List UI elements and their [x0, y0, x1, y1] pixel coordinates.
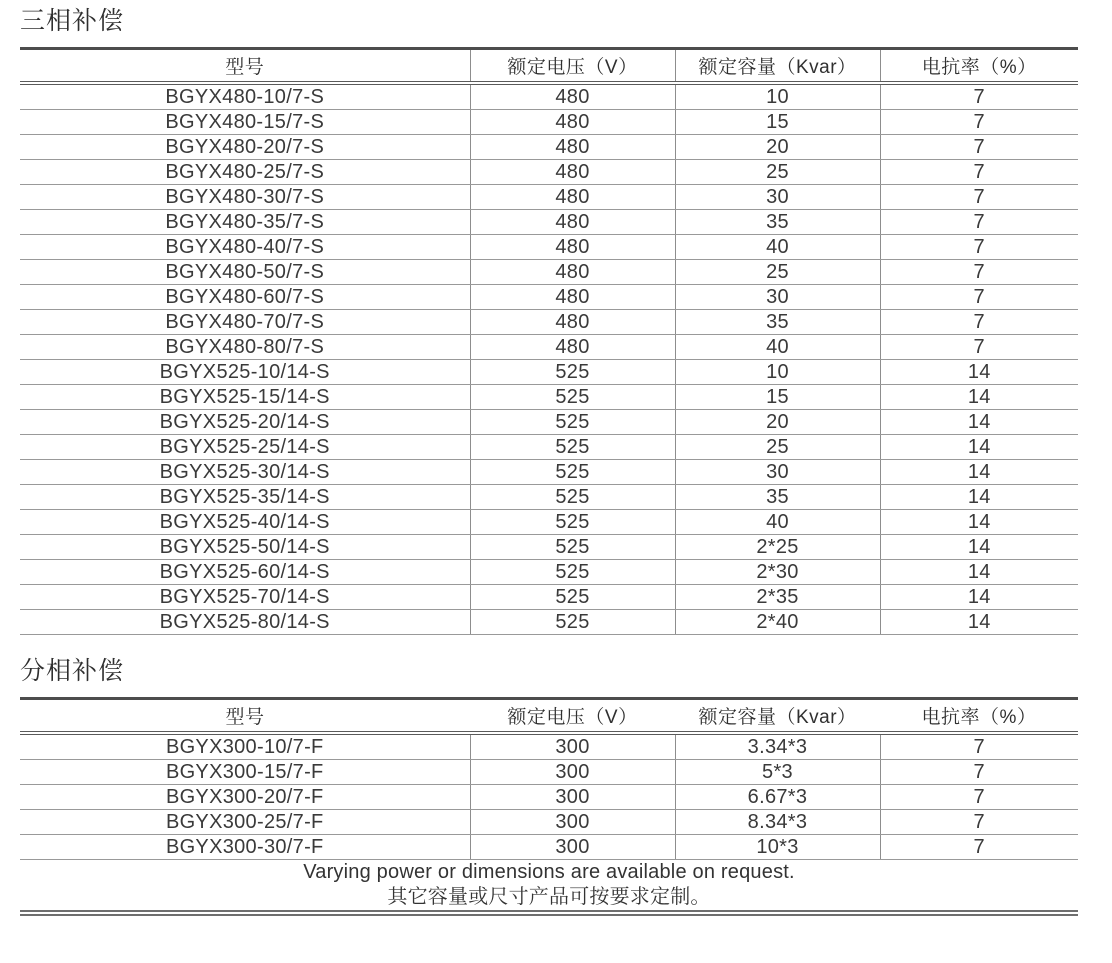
- cell-rated-capacity: 15: [675, 110, 880, 135]
- cell-reactance-rate: 7: [880, 83, 1078, 110]
- cell-reactance-rate: 14: [880, 535, 1078, 560]
- cell-rated-voltage: 525: [470, 410, 675, 435]
- cell-reactance-rate: 7: [880, 260, 1078, 285]
- cell-rated-voltage: 525: [470, 435, 675, 460]
- table-row: [20, 360, 1078, 385]
- cell-rated-capacity: 5*3: [675, 760, 880, 785]
- cell-rated-capacity: 35: [675, 210, 880, 235]
- table-row: [20, 285, 1078, 310]
- table-row: [20, 83, 1078, 110]
- cell-rated-capacity: 20: [675, 410, 880, 435]
- table-footer-cell: [20, 860, 1078, 914]
- column-header-rated-capacity: 额定容量（Kvar）: [675, 699, 880, 734]
- cell-rated-voltage: 480: [470, 260, 675, 285]
- cell-reactance-rate: 14: [880, 410, 1078, 435]
- header-row: [20, 49, 1078, 84]
- table-row: [20, 810, 1078, 835]
- cell-rated-voltage: 480: [470, 110, 675, 135]
- table-row: [20, 160, 1078, 185]
- cell-model: BGYX300-15/7-F: [20, 760, 470, 785]
- table-row: [20, 260, 1078, 285]
- cell-model: BGYX300-20/7-F: [20, 785, 470, 810]
- cell-rated-voltage: 480: [470, 83, 675, 110]
- cell-model: BGYX480-25/7-S: [20, 160, 470, 185]
- table-row: [20, 760, 1078, 785]
- cell-rated-voltage: 480: [470, 335, 675, 360]
- table-row: [20, 210, 1078, 235]
- cell-rated-voltage: 480: [470, 160, 675, 185]
- cell-reactance-rate: 14: [880, 585, 1078, 610]
- cell-rated-capacity: 15: [675, 385, 880, 410]
- cell-model: BGYX525-40/14-S: [20, 510, 470, 535]
- cell-rated-voltage: 480: [470, 235, 675, 260]
- cell-rated-voltage: 480: [470, 285, 675, 310]
- table-row: [20, 733, 1078, 760]
- cell-rated-capacity: 2*30: [675, 560, 880, 585]
- cell-model: BGYX480-30/7-S: [20, 185, 470, 210]
- cell-rated-capacity: 30: [675, 185, 880, 210]
- cell-model: BGYX480-10/7-S: [20, 83, 470, 110]
- cell-rated-voltage: 480: [470, 185, 675, 210]
- cell-reactance-rate: 14: [880, 610, 1078, 635]
- cell-model: BGYX525-70/14-S: [20, 585, 470, 610]
- section-three-phase-compensation: [20, 6, 1112, 635]
- section-title-three-phase: 三相补偿: [20, 7, 125, 35]
- cell-model: BGYX480-15/7-S: [20, 110, 470, 135]
- column-header-model: 型号: [20, 699, 470, 734]
- cell-reactance-rate: 7: [880, 185, 1078, 210]
- cell-model: BGYX480-80/7-S: [20, 335, 470, 360]
- cell-model: BGYX300-25/7-F: [20, 810, 470, 835]
- cell-model: BGYX525-25/14-S: [20, 435, 470, 460]
- cell-model: BGYX525-10/14-S: [20, 360, 470, 385]
- cell-rated-voltage: 300: [470, 733, 675, 760]
- cell-reactance-rate: 7: [880, 310, 1078, 335]
- cell-reactance-rate: 14: [880, 360, 1078, 385]
- cell-rated-voltage: 300: [470, 760, 675, 785]
- cell-model: BGYX525-30/14-S: [20, 460, 470, 485]
- cell-model: BGYX525-60/14-S: [20, 560, 470, 585]
- column-header-rated-voltage: 额定电压（V）: [470, 699, 675, 734]
- cell-rated-voltage: 300: [470, 835, 675, 860]
- cell-rated-capacity: 10*3: [675, 835, 880, 860]
- table-row: [20, 510, 1078, 535]
- cell-reactance-rate: 7: [880, 210, 1078, 235]
- cell-rated-capacity: 35: [675, 485, 880, 510]
- cell-model: BGYX525-80/14-S: [20, 610, 470, 635]
- cell-reactance-rate: 14: [880, 560, 1078, 585]
- cell-reactance-rate: 14: [880, 510, 1078, 535]
- cell-rated-voltage: 525: [470, 585, 675, 610]
- cell-rated-voltage: 480: [470, 135, 675, 160]
- cell-reactance-rate: 7: [880, 335, 1078, 360]
- table-row: [20, 560, 1078, 585]
- table-row: [20, 185, 1078, 210]
- table-row: [20, 310, 1078, 335]
- cell-rated-voltage: 525: [470, 460, 675, 485]
- cell-reactance-rate: 7: [880, 835, 1078, 860]
- cell-model: BGYX525-20/14-S: [20, 410, 470, 435]
- cell-rated-capacity: 25: [675, 160, 880, 185]
- cell-rated-voltage: 525: [470, 360, 675, 385]
- section-title-split-phase: 分相补偿: [20, 657, 125, 685]
- cell-rated-voltage: 480: [470, 310, 675, 335]
- table-row: [20, 335, 1078, 360]
- cell-model: BGYX480-40/7-S: [20, 235, 470, 260]
- cell-model: BGYX525-35/14-S: [20, 485, 470, 510]
- column-header-reactance-rate: 电抗率（%）: [880, 699, 1078, 734]
- column-header-model: 型号: [20, 49, 470, 84]
- cell-rated-capacity: 40: [675, 335, 880, 360]
- table-row: [20, 585, 1078, 610]
- cell-reactance-rate: 7: [880, 135, 1078, 160]
- cell-model: BGYX525-15/14-S: [20, 385, 470, 410]
- cell-rated-voltage: 525: [470, 610, 675, 635]
- section-split-phase-compensation: [20, 656, 1112, 916]
- cell-reactance-rate: 14: [880, 385, 1078, 410]
- table-row: [20, 235, 1078, 260]
- cell-rated-capacity: 2*35: [675, 585, 880, 610]
- cell-rated-capacity: 40: [675, 510, 880, 535]
- table-row: [20, 110, 1078, 135]
- cell-model: BGYX480-20/7-S: [20, 135, 470, 160]
- cell-rated-voltage: 525: [470, 510, 675, 535]
- cell-model: BGYX480-50/7-S: [20, 260, 470, 285]
- table-row: [20, 610, 1078, 635]
- cell-rated-capacity: 2*25: [675, 535, 880, 560]
- cell-model: BGYX300-30/7-F: [20, 835, 470, 860]
- cell-reactance-rate: 7: [880, 733, 1078, 760]
- split-phase-spec-table: [20, 697, 1078, 916]
- table-row: [20, 410, 1078, 435]
- cell-reactance-rate: 7: [880, 810, 1078, 835]
- cell-reactance-rate: 14: [880, 485, 1078, 510]
- cell-rated-voltage: 300: [470, 785, 675, 810]
- cell-rated-voltage: 300: [470, 810, 675, 835]
- cell-rated-capacity: 35: [675, 310, 880, 335]
- footer-note-line: Varying power or dimensions are available on request.: [303, 861, 795, 883]
- cell-rated-capacity: 25: [675, 435, 880, 460]
- cell-reactance-rate: 7: [880, 110, 1078, 135]
- column-header-rated-capacity: 额定容量（Kvar）: [675, 49, 880, 84]
- column-header-rated-voltage: 额定电压（V）: [470, 49, 675, 84]
- cell-rated-capacity: 30: [675, 285, 880, 310]
- table-row: [20, 785, 1078, 810]
- cell-rated-voltage: 525: [470, 485, 675, 510]
- cell-model: BGYX300-10/7-F: [20, 733, 470, 760]
- table-row: [20, 485, 1078, 510]
- cell-reactance-rate: 14: [880, 460, 1078, 485]
- table-row: [20, 835, 1078, 860]
- cell-rated-capacity: 8.34*3: [675, 810, 880, 835]
- cell-model: BGYX480-60/7-S: [20, 285, 470, 310]
- cell-rated-capacity: 3.34*3: [675, 733, 880, 760]
- table-footer-row: [20, 860, 1078, 914]
- cell-reactance-rate: 7: [880, 235, 1078, 260]
- cell-reactance-rate: 7: [880, 160, 1078, 185]
- cell-model: BGYX480-70/7-S: [20, 310, 470, 335]
- header-row: [20, 699, 1078, 734]
- cell-rated-voltage: 480: [470, 210, 675, 235]
- cell-rated-capacity: 10: [675, 360, 880, 385]
- cell-reactance-rate: 7: [880, 285, 1078, 310]
- footer-note-line: 其它容量或尺寸产品可按要求定制。: [387, 886, 711, 908]
- cell-reactance-rate: 7: [880, 760, 1078, 785]
- cell-rated-capacity: 25: [675, 260, 880, 285]
- table-row: [20, 385, 1078, 410]
- three-phase-spec-table: [20, 47, 1078, 635]
- table-row: [20, 135, 1078, 160]
- cell-reactance-rate: 14: [880, 435, 1078, 460]
- cell-rated-capacity: 20: [675, 135, 880, 160]
- column-header-reactance-rate: 电抗率（%）: [880, 49, 1078, 84]
- cell-rated-capacity: 6.67*3: [675, 785, 880, 810]
- table-row: [20, 535, 1078, 560]
- cell-rated-capacity: 30: [675, 460, 880, 485]
- cell-model: BGYX480-35/7-S: [20, 210, 470, 235]
- cell-reactance-rate: 7: [880, 785, 1078, 810]
- cell-rated-capacity: 40: [675, 235, 880, 260]
- cell-rated-voltage: 525: [470, 385, 675, 410]
- cell-rated-capacity: 2*40: [675, 610, 880, 635]
- cell-rated-voltage: 525: [470, 560, 675, 585]
- table-row: [20, 435, 1078, 460]
- table-row: [20, 460, 1078, 485]
- cell-model: BGYX525-50/14-S: [20, 535, 470, 560]
- cell-rated-capacity: 10: [675, 83, 880, 110]
- cell-rated-voltage: 525: [470, 535, 675, 560]
